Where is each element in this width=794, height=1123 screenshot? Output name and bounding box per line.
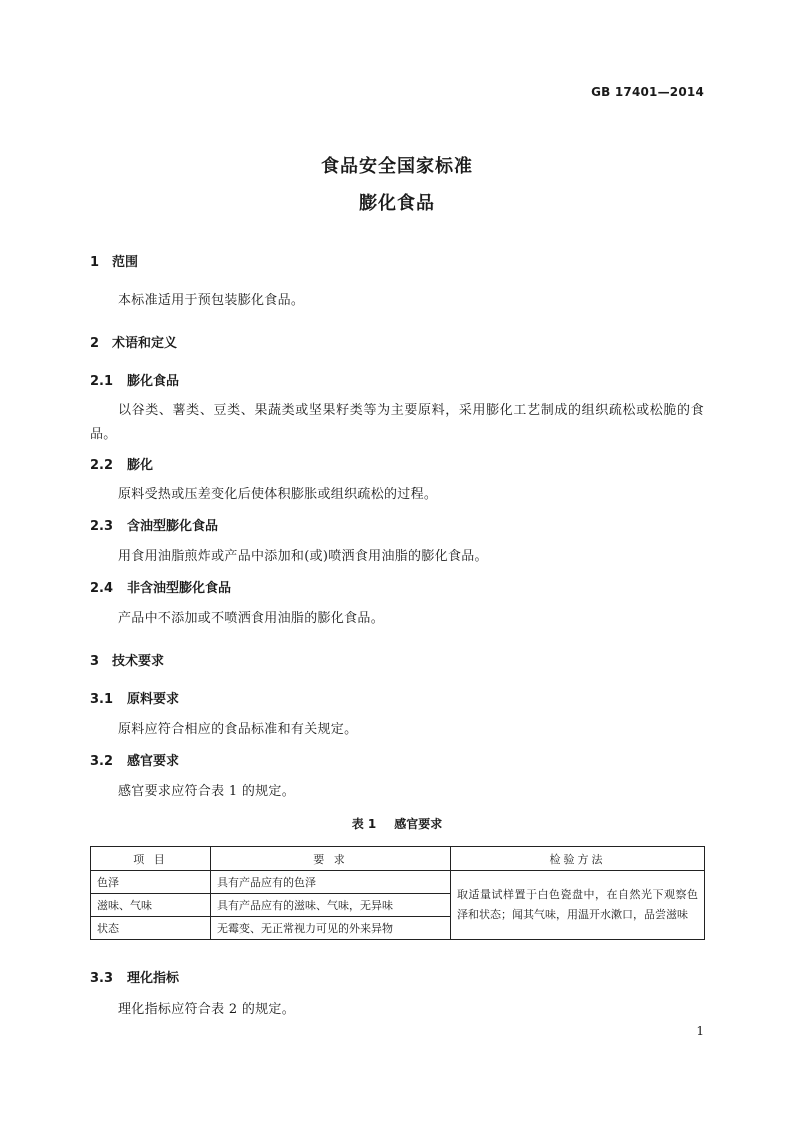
cell-requirement: 无霉变、无正常视力可见的外来异物 [211,917,451,940]
section-title: 膨化食品 [127,374,180,389]
document-title: 食品安全国家标准 [321,156,473,177]
section-number: 3.1 [90,692,114,707]
table-caption [0,815,794,832]
document-subtitle: 膨化食品 [359,193,435,214]
paragraph-definition-non-oil-type: 产品中不添加或不喷洒食用油脂的膨化食品。 [118,611,385,626]
cell-requirement: 具有产品应有的色泽 [211,871,451,894]
column-header-method: 检验方法 [451,847,705,871]
paragraph-raw-materials: 原料应符合相应的食品标准和有关规定。 [118,722,358,737]
table-caption-title: 感官要求 [394,817,443,831]
section-number: 2.2 [90,458,114,473]
section-heading-1 [90,255,138,271]
section-title: 理化指标 [127,971,180,986]
sensory-requirements-table [90,846,705,940]
cell-test-method: 取适量试样置于白色瓷盘中，在自然光下观察色泽和状态；闻其气味，用温开水漱口，品尝滋味 [451,871,705,940]
section-heading-2-4 [90,581,231,597]
section-title: 感官要求 [127,754,180,769]
table-header-row [91,847,705,871]
section-number: 2.1 [90,374,114,389]
section-number: 2.3 [90,519,114,534]
section-title: 膨化 [127,458,154,473]
cell-item: 色泽 [91,871,211,894]
cell-item: 滋味、气味 [91,894,211,917]
section-number: 2 [90,336,100,351]
page-number: 1 [696,1024,704,1038]
cell-requirement: 具有产品应有的滋味、气味，无异味 [211,894,451,917]
section-number: 3.2 [90,754,114,769]
section-number: 3.3 [90,971,114,986]
paragraph-definition-puffing: 原料受热或压差变化后使体积膨胀或组织疏松的过程。 [118,487,438,502]
section-title: 技术要求 [112,654,165,669]
section-title: 范围 [112,255,139,270]
section-title: 含油型膨化食品 [127,519,219,534]
section-heading-3-2 [90,754,179,770]
section-heading-3-3 [90,971,179,987]
section-number: 3 [90,654,100,669]
section-title: 非含油型膨化食品 [127,581,232,596]
paragraph-definition-oil-type: 用食用油脂煎炸或产品中添加和(或)喷洒食用油脂的膨化食品。 [118,549,488,564]
table-caption-number: 表 1 [351,817,377,831]
standard-number: GB 17401—2014 [591,85,704,99]
section-heading-2 [90,336,177,352]
section-title: 术语和定义 [112,336,178,351]
section-heading-3 [90,654,164,670]
section-heading-2-3 [90,519,218,535]
paragraph-sensory-reference: 感官要求应符合表 1 的规定。 [118,784,296,799]
paragraph-physicochemical-reference: 理化指标应符合表 2 的规定。 [118,1002,296,1017]
section-heading-2-2 [90,458,153,474]
section-heading-2-1 [90,374,179,390]
section-heading-3-1 [90,692,179,708]
paragraph-scope: 本标准适用于预包装膨化食品。 [118,293,305,308]
table-row [91,871,705,894]
column-header-item: 项 目 [91,847,211,871]
column-header-requirement: 要 求 [211,847,451,871]
cell-item: 状态 [91,917,211,940]
section-number: 1 [90,255,100,270]
paragraph-definition-puffed-food: 以谷类、薯类、豆类、果蔬类或坚果籽类等为主要原料，采用膨化工艺制成的组织疏松或松脆的食品。 [90,403,704,442]
section-number: 2.4 [90,581,114,596]
section-title: 原料要求 [127,692,180,707]
